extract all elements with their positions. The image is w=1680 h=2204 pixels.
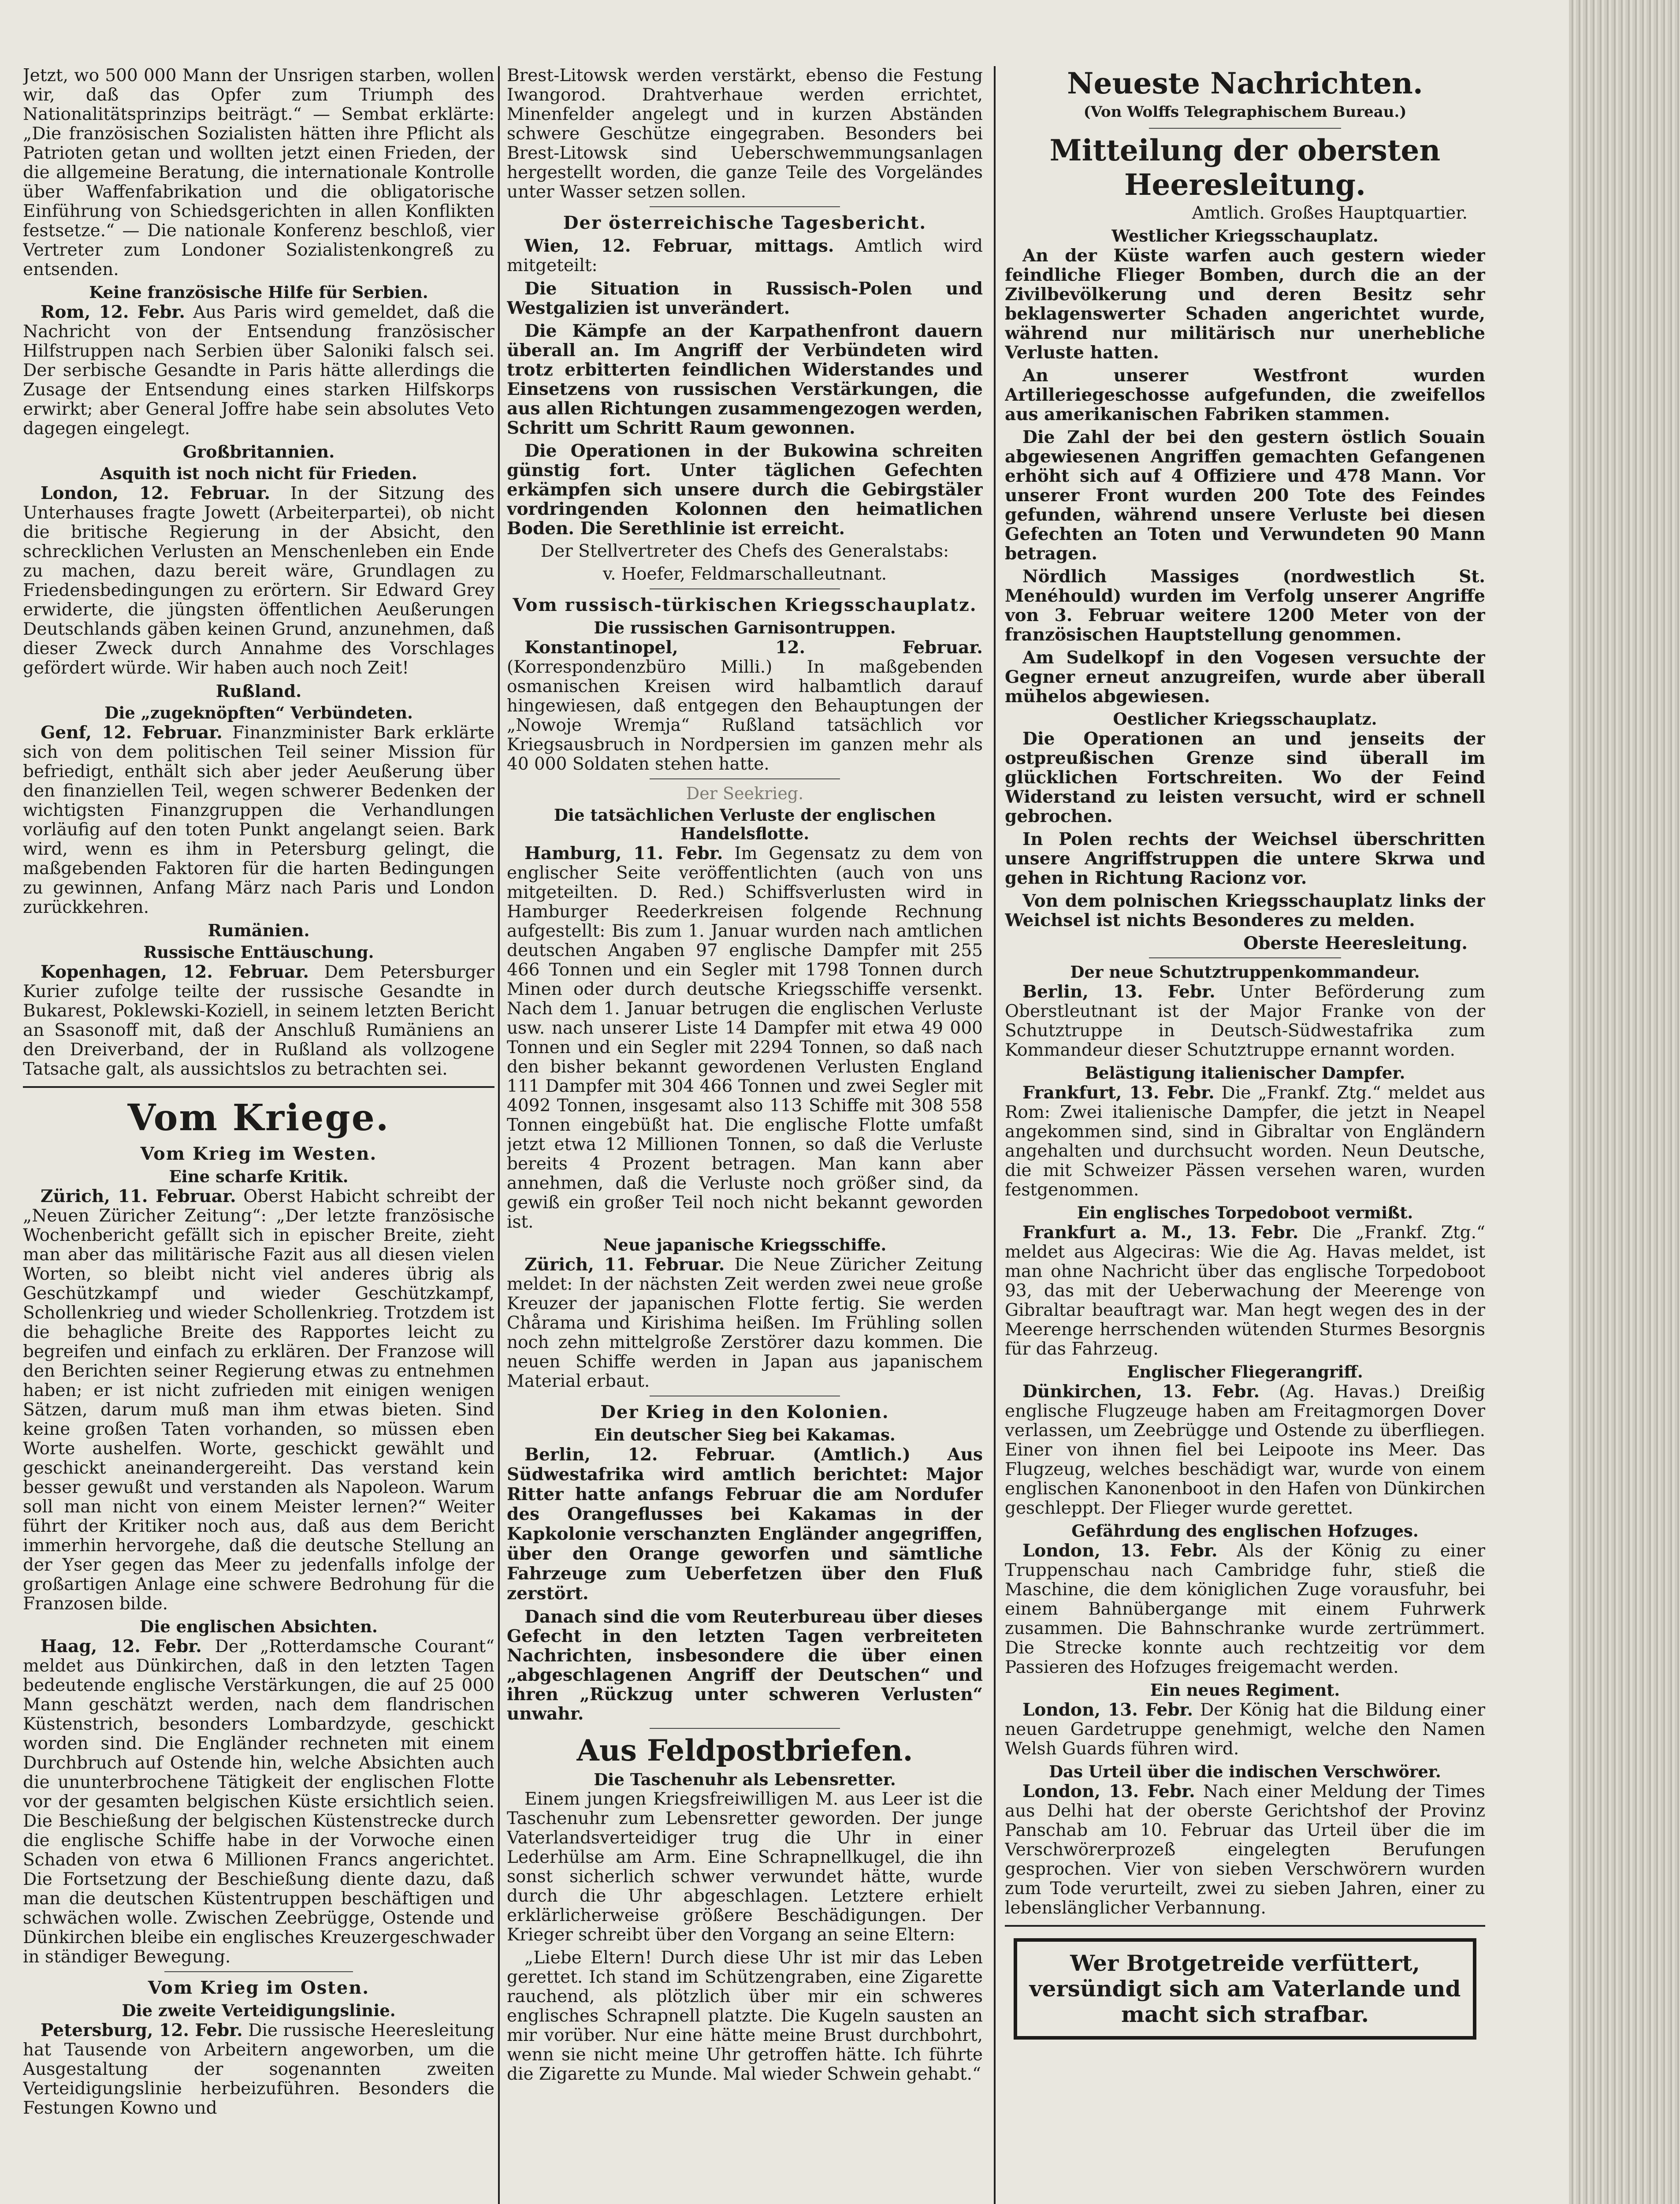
article-paragraph: Zürich, 11. Februar. Oberst Habicht schreibt der „Neuen Züricher Zeitung“: „Der letzte französische Wochenbericht gefällt sich in epischer Breite, zieht man aber das militärische Fazit aus all diesen vielen Worten, so bleibt nicht viel anderes übrig als Geschützkampf und wieder Geschützkampf, Schollenkrieg und wieder Schollenkrieg. Trotzdem ist die behagliche Breite des Rapportes leicht zu begreifen und einfach zu erklären. Der Franzose will den Berichten seiner Regierung etwas zu entnehmen haben; er ist nicht zufrieden mit einigen wenigen Sätzen, darum muß man ihm etwas bieten. Sind keine großen Taten vorhanden, so müssen eben Worte aushelfen. Worte, geschickt gewählt und geschickt aneinandergereiht. Das verstand kein besser gewußt und verstanden als Napoleon. Warum soll man nicht von einem Meister lernen?“ Weiter führt der Kritiker noch aus, daß aus dem Bericht immerhin hervorgehe, daß die deutsche Stellung an der Yser gegen das Meer zu jedenfalls infolge der großartigen Anlage eine schwere Bedrohung für die Franzosen bilde.: [23, 1186, 494, 1614]
article-paragraph: Hamburg, 11. Febr. Im Gegensatz zu dem von englischer Seite veröffentlichten (auch von uns mitgeteilten. D. Red.) Schiffsverlusten wird in Hamburger Reederkreisen folgende Rechnung aufgestellt: Bis zum 1. Januar wurden nach amtlichen deutschen Angaben 97 englische Dampfer mit 255 466 Tonnen und ein Segler mit 1798 Tonnen durch Minen oder durch deutsche Kriegsschiffe versenkt. Nach dem 1. Januar betrugen die englischen Verluste usw. nach unserer Liste 14 Dampfer mit etwa 49 000 Tonnen und ein Segler mit 2294 Tonnen, so daß nach den bisher bekannt gewordenen Verlusten England 111 Dampfer mit 304 466 Tonnen und zwei Segler mit 4092 Tonnen, insgesamt also 113 Schiffe mit 308 558 Tonnen eingebüßt hat. Die englische Flotte umfaßt jetzt etwa 12 Millionen Tonnen, so daß die Verluste bereits 4 Prozent betragen. Man kann aber annehmen, daß die Verluste noch größer sind, da gewiß ein großer Teil noch nicht bekannt geworden ist.: [507, 843, 983, 1232]
signature-line: v. Hoefer, Feldmarschalleutnant.: [602, 564, 887, 584]
section-heading: Der Seekrieg.: [686, 784, 804, 803]
divider: [650, 778, 840, 779]
headline: Das Urteil über die indischen Verschwörer.: [1049, 1762, 1441, 1781]
divider: [650, 1728, 840, 1729]
column-left: [23, 66, 494, 2204]
section-heading: Rumänien.: [208, 920, 310, 940]
article-paragraph: London, 13. Febr. Der König hat die Bildung einer neuen Gardetruppe genehmigt, welche den Namen Welsh Guards führen wird.: [1005, 1700, 1485, 1759]
article-paragraph: In Polen rechts der Weichsel überschritten unsere Angriffstruppen die untere Skrwa und gehen in Richtung Racionz vor.: [1005, 829, 1485, 888]
dateline: Petersburg, 12. Febr.: [41, 2020, 243, 2040]
article-paragraph: Jetzt, wo 500 000 Mann der Unsrigen starben, wollen wir, daß das Opfer zum Triumph des Nationalitätsprinzips beiträgt.“ — Sembat erklärte: „Die französischen Sozialisten hätten ihre Pflicht als Patrioten getan und wollten jetzt einen Frieden, der die allgemeine Beratung, die internationale Kontrolle über Waffenfabrikation und die obligatorische Einführung von Schiedsgerichten in allen Konflikten festsetze.“ — Die nationale Konferenz beschloß, vier Vertreter zum Londoner Sozialistenkongreß zu entsenden.: [23, 66, 494, 279]
divider: [1149, 128, 1341, 129]
dateline: Wien, 12. Februar, mittags.: [524, 236, 834, 256]
section-title-feldpost: Aus Feldpostbriefen.: [576, 1733, 913, 1768]
headline: Keine französische Hilfe für Serbien.: [89, 283, 428, 302]
headline: Westlicher Kriegsschauplatz.: [1111, 226, 1379, 246]
divider: [1149, 957, 1341, 958]
dateline: Hamburg, 11. Febr.: [524, 843, 723, 864]
signature-line: Der Stellvertreter des Chefs des Generalstabs:: [540, 541, 949, 561]
article-paragraph: Haag, 12. Febr. Der „Rotterdamsche Courant“ meldet aus Dünkirchen, daß in den letzten Tagen bedeutende englische Verstärkungen, die auf 25 000 Mann geschätzt werden, nach dem flandrischen Küstenstrich, besonders Lombardzyde, geschickt worden sind. Die Engländer rechneten mit einem Durchbruch auf Ostende hin, welche Absichten auch die ununterbrochene Tätigkeit der englischen Flotte vor der gesamten belgischen Küste ersichtlich seien. Die Beschießung der belgischen Küstenstrecke durch die englische Schiffe habe in der Vorwoche einen Schaden von etwa 6 Millionen Francs angerichtet. Die Fortsetzung der Beschießung diente dazu, daß man die deutschen Küstentruppen beschäftigen und schwächen wolle. Zwischen Zeebrügge, Ostende und Dünkirchen bleibe ein englisches Kreuzergeschwader in ständiger Bewegung.: [23, 1636, 494, 1967]
dateline: Berlin, 12. Februar. (Amtlich.): [524, 1445, 911, 1465]
article-paragraph: „Liebe Eltern! Durch diese Uhr ist mir das Leben gerettet. Ich stand im Schützengraben, eine Zigarette rauchend, als plötzlich über mir ein schweres englisches Schrapnell platzte. Die Kugeln sausten an mir vorüber. Nur eine hätte meine Brust durchbohrt, wenn sie nicht meine Uhr getroffen hätte. Ich führte die Zigarette zu Munde. Mal wieder Schwein gehabt.“: [507, 1948, 983, 2084]
subtitle: (Von Wolffs Telegraphischem Bureau.): [1083, 103, 1407, 121]
article-paragraph: Nördlich Massiges (nordwestlich St. Menéhould) wurden im Verfolg unserer Angriffe von 3. Februar weitere 1200 Meter von der französischen Hauptstellung genommen.: [1005, 566, 1485, 645]
article-paragraph: Frankfurt a. M., 13. Febr. Die „Frankf. Ztg.“ meldet aus Algeciras: Wie die Ag. Havas meldet, ist man ohne Nachricht über das englische Torpedoboot 93, das mit der Ueberwachung der Meerenge von Gibraltar beauftragt war. Man hegt wegen des in der Meerenge herrschenden wütenden Sturmes Besorgnis für das Fahrzeug.: [1005, 1222, 1485, 1359]
dateline: Frankfurt a. M., 13. Febr.: [1022, 1222, 1299, 1243]
divider: [650, 588, 840, 589]
headline: Eine scharfe Kritik.: [169, 1167, 349, 1186]
headline: Ein neues Regiment.: [1150, 1680, 1340, 1700]
notice-box: Wer Brotgetreide verfüttert, versündigt sich am Vaterlande und macht sich strafbar.: [1014, 1938, 1476, 2040]
headline: Russische Enttäuschung.: [143, 942, 374, 962]
headline: Ein englisches Torpedoboot vermißt.: [1077, 1203, 1413, 1222]
article-paragraph: Die Operationen in der Bukowina schreiten günstig fort. Unter täglichen Gefechten erkämpfen sich unsere durch die Gebirgstäler vordringenden Kolonnen den heimatlichen Boden. Die Serethlinie ist erreicht.: [507, 441, 983, 539]
section-heading: Vom russisch-türkischen Kriegsschauplatz.: [513, 595, 977, 615]
dateline: Kopenhagen, 12. Februar.: [41, 962, 309, 982]
dateline: London, 13. Febr.: [1022, 1541, 1218, 1561]
dateline: London, 12. Februar.: [41, 483, 271, 503]
dateline: Haag, 12. Febr.: [41, 1636, 202, 1657]
article-paragraph: An der Küste warfen auch gestern wieder feindliche Flieger Bomben, durch die an der Zivilbevölkerung und deren Besitz sehr beklagenswerter Schaden angerichtet wurde, während nur militärisch nur unerhebliche Verluste hatten.: [1005, 246, 1485, 363]
dateline: Genf, 12. Februar.: [41, 722, 223, 743]
section-title-vom-kriege: Vom Kriege.: [127, 1097, 390, 1139]
section-heading: Der österreichische Tagesbericht.: [563, 212, 927, 233]
source-line: Amtlich. Großes Hauptquartier.: [1192, 203, 1468, 223]
headline: Die tatsächlichen Verluste der englischen Handelsflotte.: [554, 805, 936, 843]
headline: Die „zugeknöpften“ Verbündeten.: [104, 703, 413, 722]
article-paragraph: Brest-Litowsk werden verstärkt, ebenso die Festung Iwangorod. Drahtverhaue werden errichtet, Minenfelder angelegt und in kurzen Abständen schwere Geschütze eingegraben. Besonders bei Brest-Litowsk sind Ueberschwemmungsanlagen hergestellt worden, die ganze Teile des Vorgeländes unter Wasser setzen sollen.: [507, 66, 983, 202]
article-paragraph: Am Sudelkopf in den Vogesen versuchte der Gegner erneut anzugreifen, wurde aber überall mühelos abgewiesen.: [1005, 648, 1485, 707]
column-right: [1005, 66, 1485, 2204]
section-divider: [23, 1086, 494, 1088]
section-heading: Der Krieg in den Kolonien.: [600, 1402, 889, 1422]
dateline: Zürich, 11. Februar.: [41, 1186, 236, 1206]
section-heading: Großbritannien.: [182, 442, 335, 462]
headline: Gefährdung des englischen Hofzuges.: [1071, 1521, 1419, 1541]
headline: Ein deutscher Sieg bei Kakamas.: [594, 1425, 896, 1445]
article-paragraph: Danach sind die vom Reuterbureau über dieses Gefecht in den letzten Tagen verbreiteten Nachrichten, insbesondere die über einen „abgeschlagenen Angriff der Deutschen“ und ihren „Rückzug unter schweren Verlusten“ unwahr.: [507, 1607, 983, 1724]
article-paragraph: Von dem polnischen Kriegsschauplatz links der Weichsel ist nichts Besonderes zu melden.: [1005, 891, 1485, 931]
article-paragraph: Wien, 12. Februar, mittags. Amtlich wird mitgeteilt:: [507, 236, 983, 276]
section-heading: Vom Krieg im Osten.: [148, 1977, 370, 1998]
headline: Oestlicher Kriegsschauplatz.: [1113, 709, 1377, 729]
headline: Der neue Schutztruppenkommandeur.: [1070, 962, 1420, 982]
book-page-edges: [1569, 0, 1680, 2204]
article-paragraph: Die Situation in Russisch-Polen und Westgalizien ist unverändert.: [507, 279, 983, 318]
article-paragraph: Frankfurt, 13. Febr. Die „Frankf. Ztg.“ meldet aus Rom: Zwei italienische Dampfer, die jetzt in Neapel angekommen sind, sind in Gibraltar von Engländern angehalten und durchsucht worden. Neun Deutsche, die mit Schweizer Pässen versehen waren, wurden festgenommen.: [1005, 1083, 1485, 1200]
article-paragraph: An unserer Westfront wurden Artilleriegeschosse aufgefunden, die zweifellos aus amerikanischen Fabriken stammen.: [1005, 365, 1485, 424]
headline: Belästigung italienischer Dampfer.: [1085, 1063, 1405, 1083]
column-rule: [994, 66, 996, 2204]
dateline: Berlin, 13. Febr.: [1022, 982, 1215, 1002]
article-paragraph: Die Kämpfe an der Karpathenfront dauern überall an. Im Angriff der Verbündeten wird trotz erbitterten feindlichen Widerstandes und Einsetzens von russischen Verstärkungen, die aus allen Richtungen zusammengezogen werden, Schritt um Schritt Raum gewonnen.: [507, 321, 983, 438]
headline: Englischer Fliegerangriff.: [1127, 1362, 1363, 1381]
dateline: Konstantinopel, 12. Februar.: [524, 637, 983, 658]
headline: Die Taschenuhr als Lebensretter.: [594, 1770, 896, 1789]
article-paragraph: Berlin, 13. Febr. Unter Beförderung zum Oberstleutnant ist der Major Franke von der Schutztruppe in Deutsch-Südwestafrika zum Kommandeur dieser Schutztruppe ernannt worden.: [1005, 982, 1485, 1060]
article-paragraph: Rom, 12. Febr. Aus Paris wird gemeldet, daß die Nachricht von der Entsendung französischer Hilfstruppen nach Serbien über Saloniki falsch sei. Der serbische Gesandte in Paris hätte allerdings die Zusage der Entsendung eines starken Hilfskorps erwirkt; aber General Joffre habe sein absolutes Veto dagegen eingelegt.: [23, 302, 494, 439]
article-paragraph: London, 13. Febr. Nach einer Meldung der Times aus Delhi hat der oberste Gerichtshof der Provinz Panschab am 10. Februar das Urteil über die im Verschwörerprozeß eingelegten Berufungen gesprochen. Vier von sieben Verschwörern wurden zum Tode verurteilt, zwei zu sieben Jahren, einer zu lebenslänglicher Verbannung.: [1005, 1781, 1485, 1918]
article-paragraph: Berlin, 12. Februar. (Amtlich.) Aus Südwestafrika wird amtlich berichtet: Major Ritter hatte anfangs Februar die am Nordufer des Orangeflusses bei Kakamas in der Kapkolonie verschanzten Engländer angegriffen, über den Orange geworfen und sämtliche Fahrzeuge zum Ueberfetzen über den Fluß zerstört.: [507, 1445, 983, 1604]
section-divider: [1005, 1925, 1485, 1927]
dateline: Rom, 12. Febr.: [41, 302, 185, 322]
article-paragraph: Kopenhagen, 12. Februar. Dem Petersburger Kurier zufolge teilte der russische Gesandte in Bukarest, Poklewski-Koziell, in seinem letzten Bericht an Ssasonoff mit, daß der Anschluß Rumäniens an den Dreiverband, der in Rußland als vollzogene Tatsache galt, als aussichtslos zu betrachten sei.: [23, 962, 494, 1079]
dateline: London, 13. Febr.: [1022, 1700, 1193, 1720]
article-paragraph: Dünkirchen, 13. Febr. (Ag. Havas.) Dreißig englische Flugzeuge haben am Freitagmorgen Dover verlassen, um Zeebrügge und Ostende zu überfliegen. Einer von ihnen fiel bei Leipoote ins Meer. Das Flugzeug, welches beschädigt war, wurde von einem englischen Kanonenboot in den Hafen von Dünkirchen geschleppt. Der Flieger wurde gerettet.: [1005, 1381, 1485, 1518]
section-title-neueste: Neueste Nachrichten.: [1067, 66, 1423, 101]
divider: [164, 1971, 353, 1972]
headline: Die russischen Garnisontruppen.: [594, 618, 896, 637]
dateline: Dünkirchen, 13. Febr.: [1022, 1381, 1260, 1402]
section-heading: Rußland.: [216, 681, 302, 701]
dateline: Zürich, 11. Februar.: [524, 1255, 725, 1275]
article-paragraph: Die Zahl der bei den gestern östlich Souain abgewiesenen Angriffen gemachten Gefangenen erhöht sich auf 4 Offiziere und 478 Mann. Vor unserer Front wurden 200 Tote des Feindes gefunden, während unsere Verluste bei diesen Gefechten an Toten und Verwundeten 90 Mann betragen.: [1005, 427, 1485, 564]
headline: Die englischen Absichten.: [140, 1617, 378, 1636]
article-paragraph: London, 13. Febr. Als der König zu einer Truppenschau nach Cambridge fuhr, stieß die Maschine, die dem königlichen Zuge vorausfuhr, bei einem Bahnübergange mit einem Fuhrwerk zusammen. Die Bahnschranke wurde zertrümmert. Die Strecke konnte auch rechtzeitig vor dem Passieren des Hofzuges freigemacht werden.: [1005, 1541, 1485, 1677]
signature-line: Oberste Heeresleitung.: [1243, 933, 1468, 953]
dateline: Frankfurt, 13. Febr.: [1022, 1083, 1215, 1103]
article-paragraph: London, 12. Februar. In der Sitzung des Unterhauses fragte Jowett (Arbeiterpartei), ob nicht die britische Regierung in der Absicht, den schrecklichen Verlusten an Menschenleben ein Ende zu machen, dazu bereit wäre, Grundlagen zu Friedensbedingungen zu erörtern. Sir Edward Grey erwiderte, die jüngsten öffentlichen Aeußerungen Deutschlands gäben keinen Grund, anzunehmen, daß dieser Zweck durch Annahme des Vorschlages gefördert würde. Wir haben auch noch Zeit!: [23, 483, 494, 678]
headline: Asquith ist noch nicht für Frieden.: [100, 464, 417, 483]
article-paragraph: Zürich, 11. Februar. Die Neue Züricher Zeitung meldet: In der nächsten Zeit werden zwei neue große Kreuzer der japanischen Flotte fertig. Sie werden Chårama und Kirishima heißen. Im Frühling sollen noch zehn mittelgroße Zerstörer dazu kommen. Die neuen Schiffe werden in Japan aus japanischem Material erbaut.: [507, 1255, 983, 1391]
dateline: London, 13. Febr.: [1022, 1781, 1195, 1802]
article-paragraph: Konstantinopel, 12. Februar. (Korrespondenzbüro Milli.) In maßgebenden osmanischen Kreisen wird halbamtlich darauf hingewiesen, daß entgegen den Behauptungen der „Nowoje Wremja“ Rußland tatsächlich vor Kriegsausbruch in Nordpersien im ganzen mehr als 40 000 Soldaten stehen hatte.: [507, 637, 983, 774]
column-middle: [507, 66, 983, 2204]
headline: Neue japanische Kriegsschiffe.: [603, 1235, 887, 1255]
section-title-mitteilung: Mitteilung der obersten Heeresleitung.: [1049, 133, 1441, 202]
section-heading: Vom Krieg im Westen.: [140, 1143, 377, 1164]
article-paragraph: Petersburg, 12. Febr. Die russische Heeresleitung hat Tausende von Arbeitern angeworben, um die Ausgestaltung der sogenannten zweiten Verteidigungslinie herbeizuführen. Besonders die Festungen Kowno und: [23, 2020, 494, 2118]
divider: [650, 206, 840, 207]
headline: Die zweite Verteidigungslinie.: [122, 2001, 396, 2020]
article-paragraph: Einem jungen Kriegsfreiwilligen M. aus Leer ist die Taschenuhr zum Lebensretter geworden. Der junge Vaterlandsverteidiger trug die Uhr in einer Lederhülse am Arm. Eine Schrapnellkugel, die ihn sonst sicherlich schwer verwundet hätte, wurde durch die Uhr abgeschlagen. Letztere erhielt erklärlicherweise größere Beschädigungen. Der Krieger schreibt über den Vorgang an seine Eltern:: [507, 1789, 983, 1945]
article-paragraph: Die Operationen an und jenseits der ostpreußischen Grenze sind überall im glücklichen Fortschreiten. Wo der Feind Widerstand zu leisten versucht, wird er schnell gebrochen.: [1005, 729, 1485, 826]
article-paragraph: Genf, 12. Februar. Finanzminister Bark erklärte sich von dem politischen Teil seiner Mission für befriedigt, enthält sich aber jeder Aeußerung über den finanziellen Teil, wegen schwerer Bedenken der wichtigsten Finanzgruppen die Verhandlungen vorläufig auf den toten Punkt angelangt seien. Bark wird, wenn es ihm in Petersburg gelingt, die maßgebenden Faktoren für die harten Bedingungen zu gewinnen, Anfang März nach Paris und London zurückkehren.: [23, 722, 494, 917]
column-rule: [498, 66, 500, 2204]
